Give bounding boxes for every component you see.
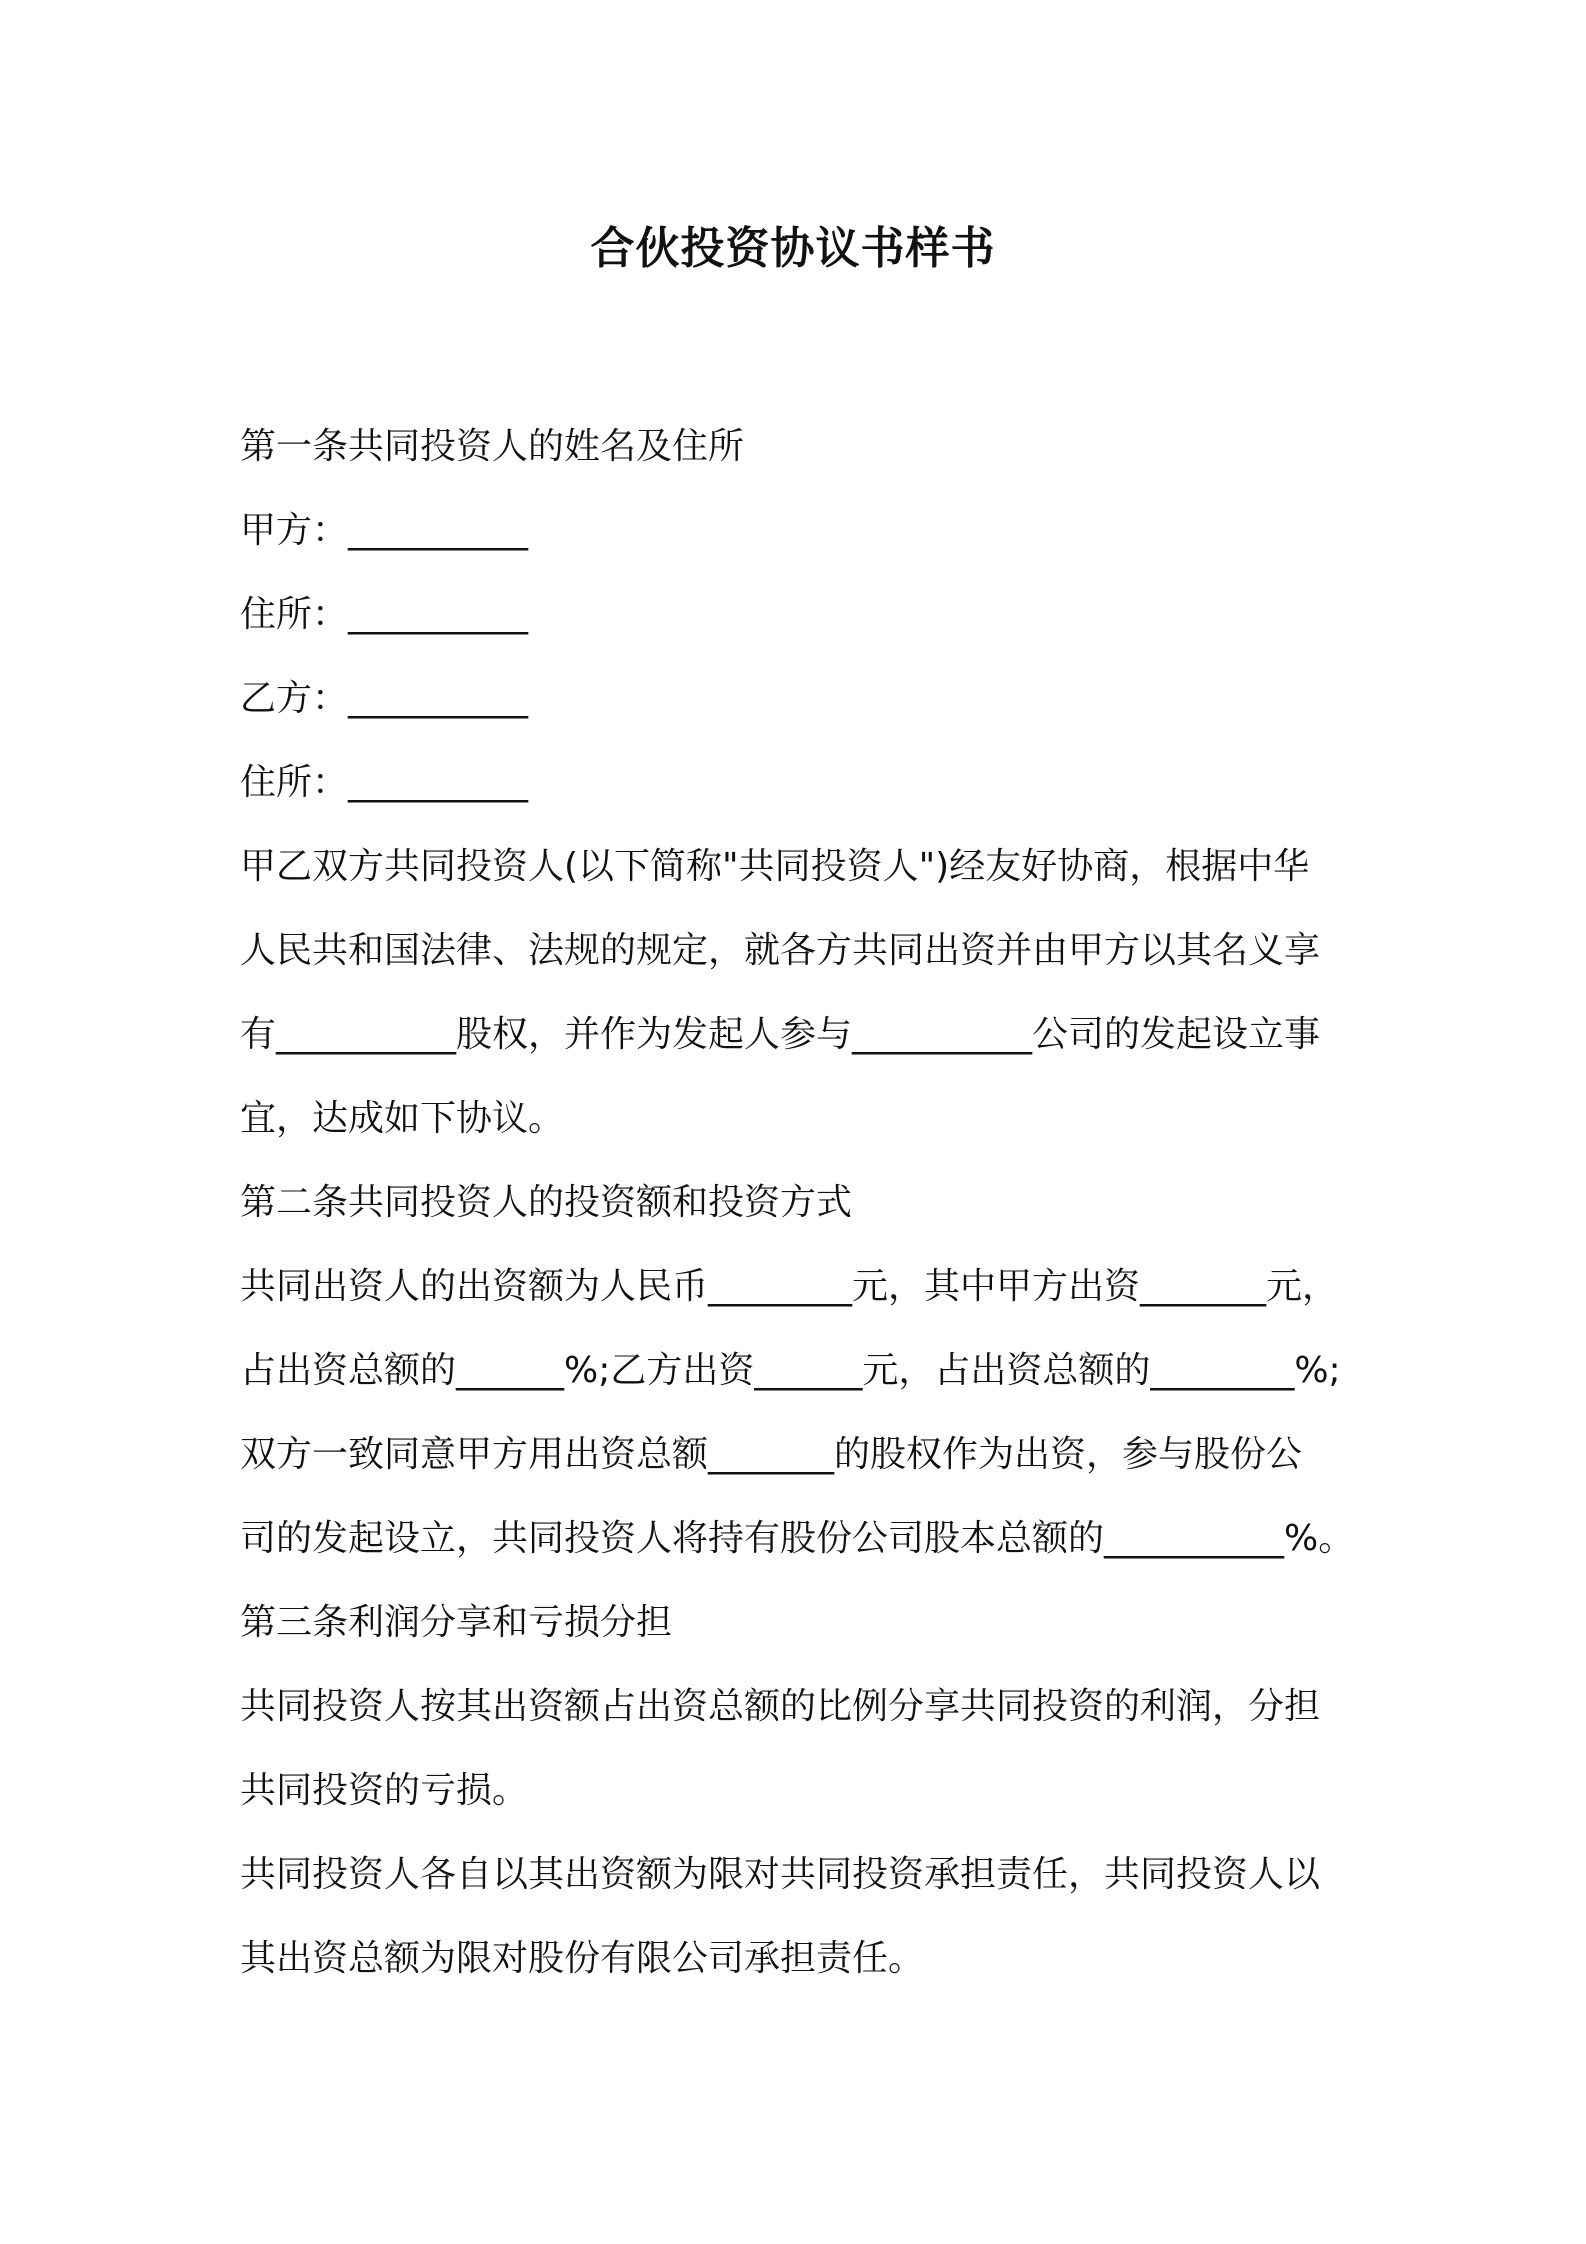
document-title: 合伙投资协议书样书 <box>590 223 996 274</box>
party-b-name-line: 乙方：__________ <box>240 678 529 719</box>
section-heading-3: 第三条利润分享和亏损分担 <box>240 1602 673 1643</box>
paragraph-line: 司的发起设立，共同投资人将持有股份公司股本总额的__________%。 <box>240 1518 1355 1559</box>
party-b-address-line: 住所：__________ <box>240 762 529 803</box>
paragraph-line: 有__________股权，并作为发起人参与__________公司的发起设立事 <box>240 1014 1321 1055</box>
paragraph-line: 共同投资人各自以其出资额为限对共同投资承担责任，共同投资人以 <box>240 1854 1321 1895</box>
party-a-name-line: 甲方：__________ <box>240 510 529 551</box>
paragraph-line: 甲乙双方共同投资人(以下简称"共同投资人")经友好协商，根据中华 <box>240 846 1310 887</box>
paragraph-line: 人民共和国法律、法规的规定，就各方共同出资并由甲方以其名义享 <box>240 930 1321 971</box>
paragraph-line: 其出资总额为限对股份有限公司承担责任。 <box>240 1938 925 1979</box>
paragraph-line: 双方一致同意甲方用出资总额_______的股权作为出资，参与股份公 <box>240 1434 1303 1475</box>
paragraph-line: 共同出资人的出资额为人民币________元，其中甲方出资_______元， <box>240 1266 1339 1307</box>
paragraph-line: 占出资总额的______%;乙方出资______元，占出资总额的________%; <box>240 1350 1341 1391</box>
section-heading-1: 第一条共同投资人的姓名及住所 <box>240 426 745 467</box>
paragraph-line: 共同投资人按其出资额占出资总额的比例分享共同投资的利润，分担 <box>240 1686 1321 1727</box>
document-body <box>240 405 1360 2001</box>
section-heading-2: 第二条共同投资人的投资额和投资方式 <box>240 1182 853 1223</box>
paragraph-line: 共同投资的亏损。 <box>240 1770 529 1811</box>
paragraph-line: 宜，达成如下协议。 <box>240 1098 565 1139</box>
party-a-address-line: 住所：__________ <box>240 594 529 635</box>
